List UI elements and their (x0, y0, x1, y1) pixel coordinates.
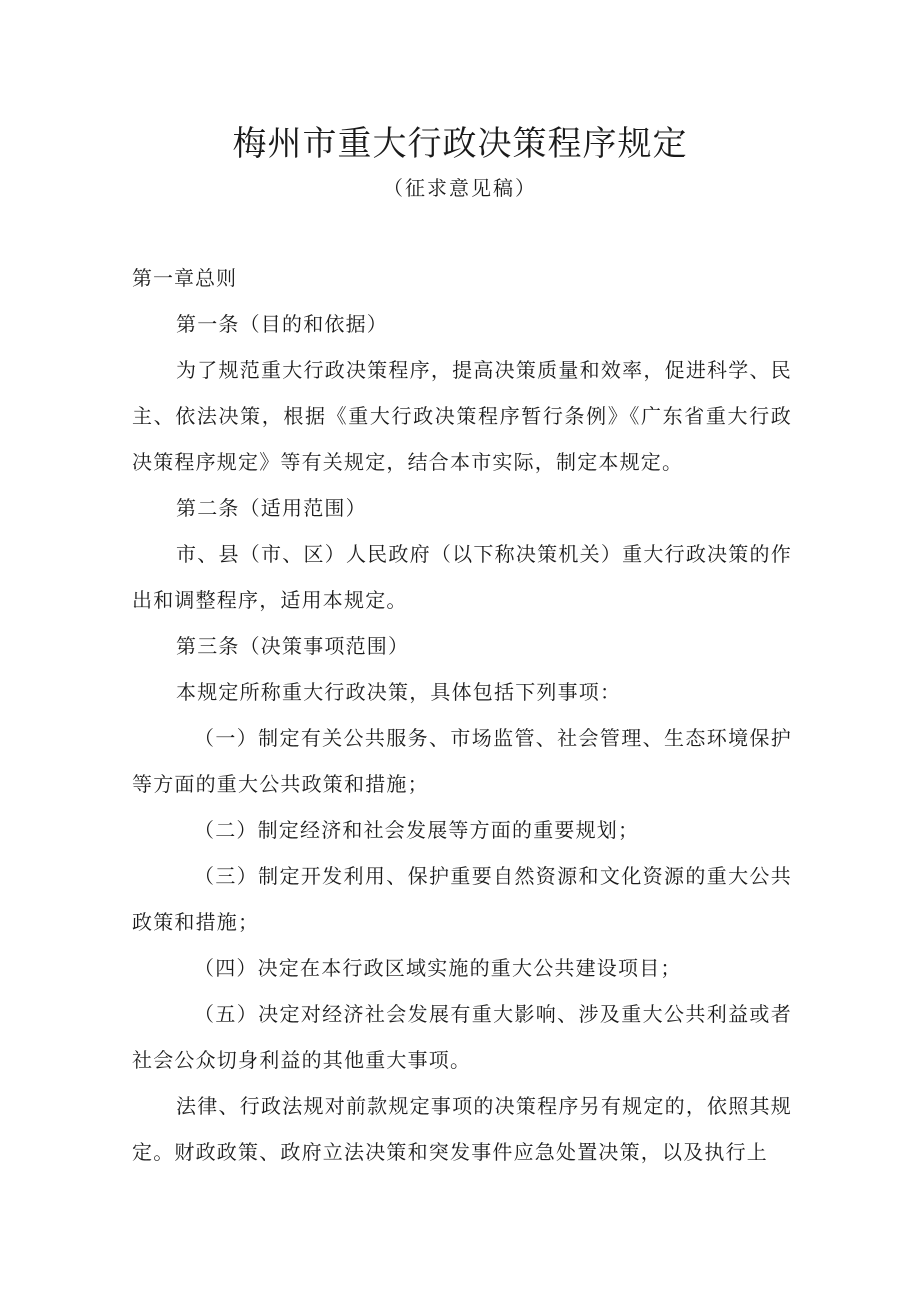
article-heading: 第二条（适用范围） (176, 496, 367, 520)
document-title: 梅州市重大行政决策程序规定 (232, 124, 688, 164)
list-item: （五）决定对经济社会发展有重大影响、涉及重大公共利益或者社会公众切身利益的其他重大事项。 (132, 1002, 792, 1072)
paragraph: 市、县（市、区）人民政府（以下称决策机关）重大行政决策的作出和调整程序，适用本规定。 (132, 542, 792, 612)
document-subtitle: （征求意见稿） (383, 176, 537, 200)
paragraph: 法律、行政法规对前款规定事项的决策程序另有规定的，依照其规定。财政政策、政府立法决策和突发事件应急处置决策，以及执行上 (132, 1094, 792, 1164)
list-item: （四）决定在本行政区域实施的重大公共建设项目； (194, 956, 682, 980)
paragraph: 本规定所称重大行政决策，具体包括下列事项： (176, 680, 622, 704)
chapter-heading: 第一章总则 (132, 266, 237, 290)
document-body (132, 255, 792, 1175)
article-heading: 第三条（决策事项范围） (176, 634, 410, 658)
article-heading: 第一条（目的和依据） (176, 312, 388, 336)
list-item: （三）制定开发利用、保护重要自然资源和文化资源的重大公共政策和措施； (132, 864, 792, 934)
list-item: （二）制定经济和社会发展等方面的重要规划； (194, 818, 640, 842)
paragraph: 为了规范重大行政决策程序，提高决策质量和效率，促进科学、民主、依法决策，根据《重大行政决策程序暂行条例》《广东省重大行政决策程序规定》等有关规定，结合本市实际，制定本规定。 (132, 358, 792, 474)
list-item: （一）制定有关公共服务、市场监管、社会管理、生态环境保护等方面的重大公共政策和措施； (132, 726, 792, 796)
